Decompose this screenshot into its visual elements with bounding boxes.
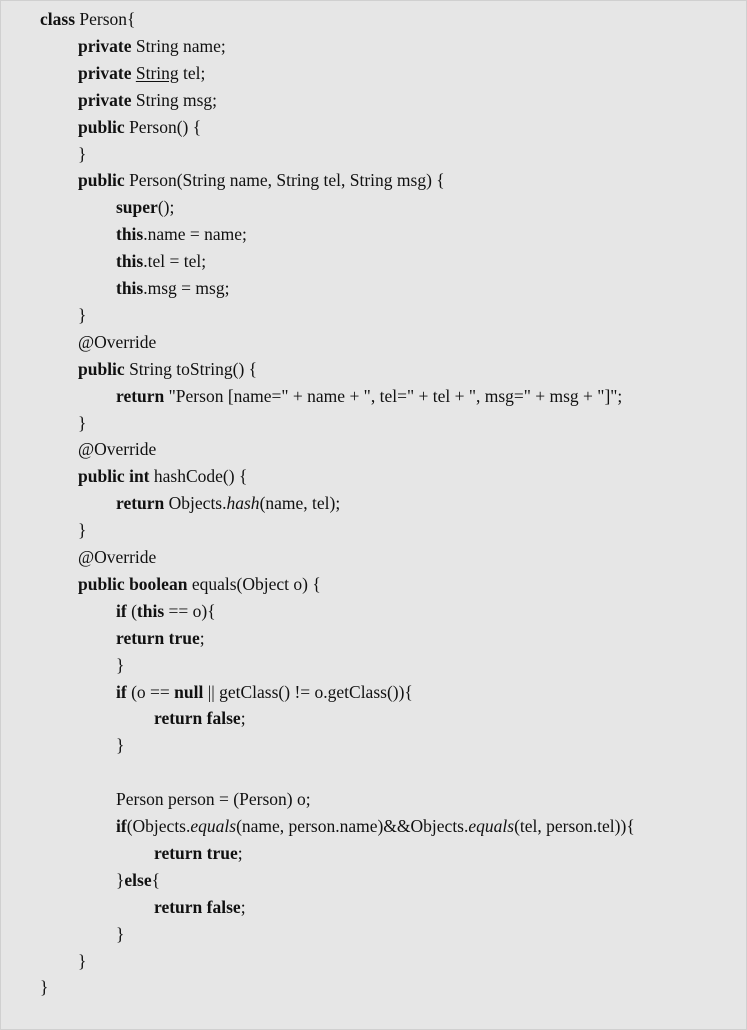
code-token: return <box>154 896 203 917</box>
code-line <box>116 221 247 247</box>
code-token: } <box>78 950 87 971</box>
code-line <box>78 87 217 113</box>
code-line <box>154 840 243 866</box>
code-token: super <box>116 197 158 218</box>
code-line <box>116 248 206 274</box>
code-token: Person(String name, String tel, String msg) { <box>124 170 445 191</box>
code-token: } <box>78 520 87 541</box>
code-token: if <box>116 816 127 836</box>
code-token: this <box>116 251 144 272</box>
code-token: Person() { <box>124 116 202 137</box>
code-token: public <box>78 170 125 191</box>
code-token: public <box>78 573 125 594</box>
code-token: ; <box>237 842 243 863</box>
code-token: (Objects. <box>126 816 191 836</box>
code-token: return <box>154 842 203 863</box>
code-token: hashCode() { <box>149 466 248 487</box>
code-token: class <box>40 9 75 29</box>
code-token: ( <box>126 600 137 621</box>
code-line <box>116 598 216 624</box>
code-token: return <box>116 493 165 514</box>
code-line <box>78 356 257 382</box>
code-line <box>78 167 445 193</box>
code-line <box>78 33 226 59</box>
code-token: @Override <box>78 331 157 352</box>
code-token: if <box>116 681 127 702</box>
code-token: String name; <box>131 35 226 56</box>
code-token: .name = name; <box>143 224 247 245</box>
code-token: { <box>151 869 161 890</box>
code-token: public <box>78 358 125 379</box>
code-token: ; <box>199 627 205 648</box>
code-line <box>116 275 229 301</box>
code-token: } <box>116 654 125 675</box>
code-token: (name, tel); <box>259 493 341 514</box>
code-token: this <box>116 224 144 245</box>
code-token: this <box>116 278 144 298</box>
code-token: equals <box>468 816 515 836</box>
code-line <box>78 948 86 974</box>
code-token: ; <box>240 896 246 917</box>
code-line <box>78 410 86 436</box>
code-line <box>116 732 124 758</box>
code-line <box>116 921 124 947</box>
code-line <box>116 383 622 409</box>
code-token: return <box>154 708 203 729</box>
code-token: Person{ <box>75 9 136 29</box>
code-token: == o){ <box>164 600 216 621</box>
code-token: } <box>116 869 125 890</box>
code-line <box>116 625 205 651</box>
code-line <box>78 544 156 570</box>
code-line <box>116 490 340 516</box>
code-line <box>116 813 635 839</box>
code-token: } <box>78 412 87 433</box>
code-token: String toString() { <box>124 358 258 379</box>
code-token: Objects. <box>164 493 227 514</box>
code-token: true <box>206 842 238 863</box>
code-token: equals <box>190 816 237 836</box>
code-token: } <box>40 977 49 998</box>
code-token: boolean <box>129 573 188 594</box>
code-token: if <box>116 600 127 621</box>
code-token: equals(Object o) { <box>187 573 321 594</box>
code-token: private <box>78 62 132 83</box>
code-token: private <box>78 89 132 110</box>
code-token: return <box>116 385 165 406</box>
code-token: private <box>78 35 132 56</box>
code-line <box>116 194 174 220</box>
code-line <box>116 786 311 812</box>
code-token: } <box>116 923 125 944</box>
code-token: false <box>206 896 241 917</box>
code-line <box>116 679 413 705</box>
code-token: this <box>136 600 165 621</box>
code-line <box>78 60 205 86</box>
code-token: public <box>78 116 125 137</box>
code-token: String <box>135 62 179 83</box>
code-token: (tel, person.tel)){ <box>514 816 635 836</box>
code-token: String msg; <box>131 89 218 110</box>
code-line <box>78 436 156 462</box>
code-token: @Override <box>78 547 157 567</box>
code-line <box>40 974 48 1000</box>
code-token: @Override <box>78 439 157 460</box>
code-line <box>78 141 86 167</box>
code-token: } <box>116 735 125 756</box>
code-line <box>78 114 201 140</box>
code-token: else <box>124 869 152 890</box>
code-token: || getClass() != o.getClass()){ <box>203 681 413 702</box>
code-token: true <box>168 627 200 648</box>
code-line <box>78 571 321 597</box>
code-token: false <box>206 708 241 729</box>
code-line <box>78 329 156 355</box>
code-line <box>116 652 124 678</box>
code-token: return <box>116 627 165 648</box>
code-token: hash <box>226 493 260 514</box>
code-line <box>78 302 86 328</box>
code-token: ; <box>240 708 246 729</box>
code-token: null <box>174 681 204 702</box>
code-token: } <box>78 143 87 164</box>
code-token: (); <box>157 197 175 218</box>
code-line <box>154 705 246 731</box>
code-line <box>154 894 246 920</box>
code-line <box>116 867 160 893</box>
code-token: .tel = tel; <box>143 251 207 272</box>
code-token: } <box>78 304 87 325</box>
code-token: (name, person.name)&&Objects. <box>236 816 469 836</box>
code-line <box>78 463 247 489</box>
code-token: Person person = (Person) o; <box>116 789 311 810</box>
code-token: tel; <box>178 62 206 83</box>
code-token: .msg = msg; <box>143 278 230 298</box>
code-line <box>78 517 86 543</box>
code-token: public <box>78 466 125 487</box>
code-line <box>40 6 135 32</box>
code-token: (o == <box>126 681 175 702</box>
code-token: int <box>129 466 150 487</box>
code-token: "Person [name=" + name + ", tel=" + tel + ", msg=" + msg + "]"; <box>164 385 623 406</box>
